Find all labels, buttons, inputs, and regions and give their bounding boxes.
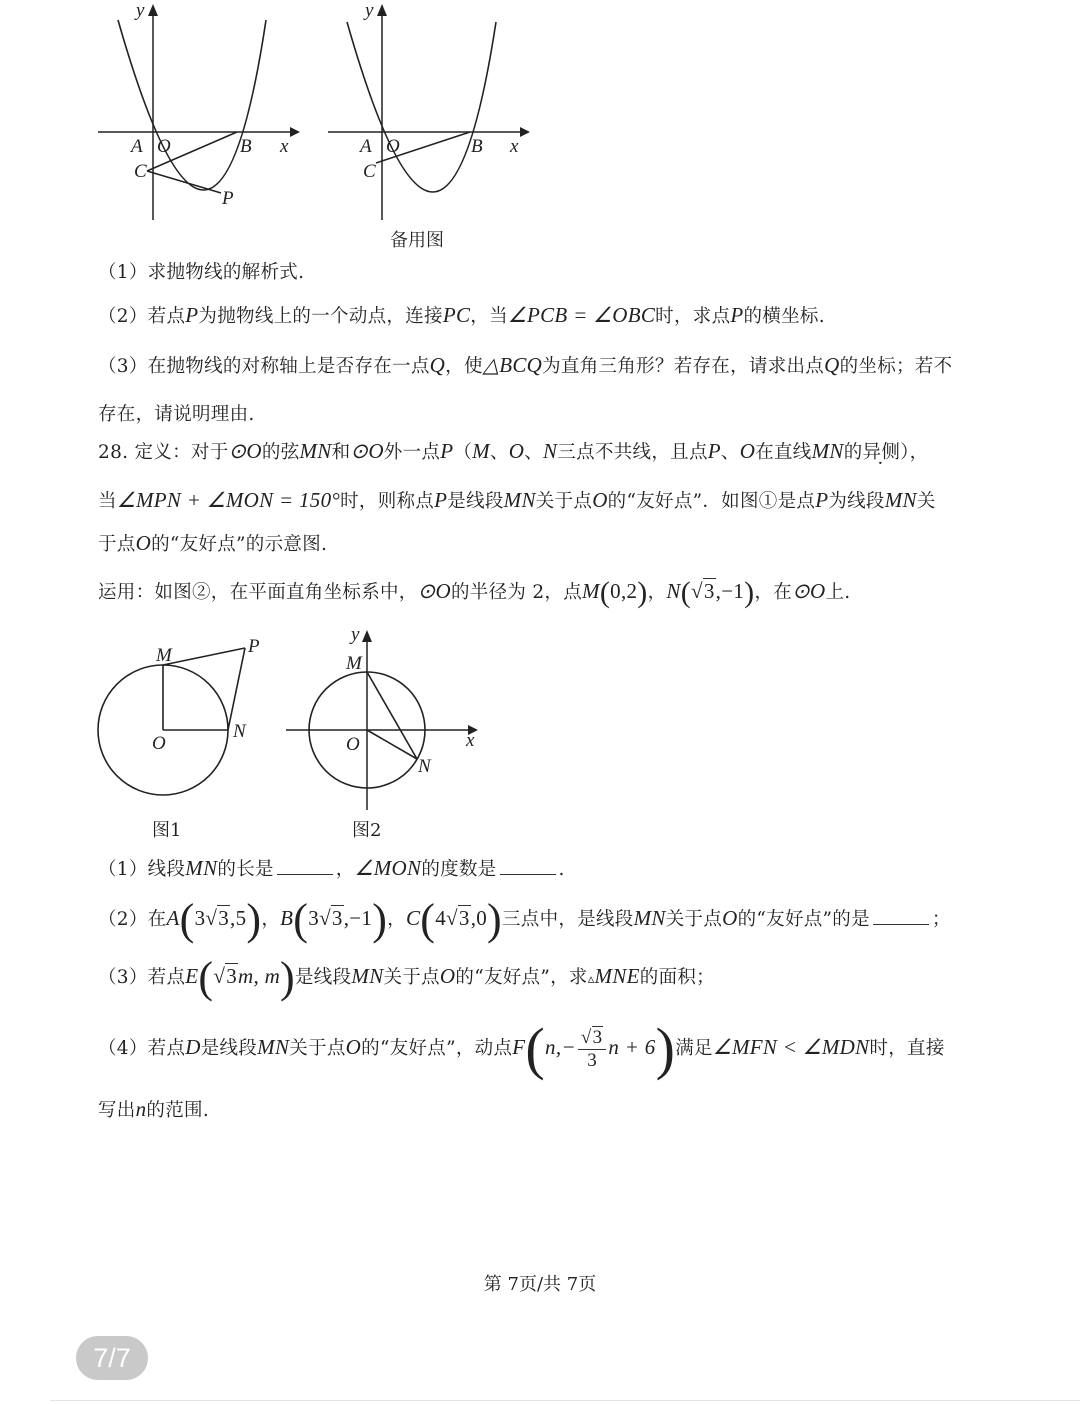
y-axis-label: y (136, 0, 145, 21)
point-n-label: N (233, 721, 246, 742)
page-indicator-badge[interactable]: 7/7 (76, 1336, 148, 1380)
point-c-label: C (363, 161, 376, 182)
parabola-figure-2 (320, 0, 540, 256)
q28-part3: （3）若点E(√3m, m)是线段MN关于点O的“友好点”，求▵MNE的面积； (98, 953, 715, 1002)
point-o-label: O (346, 734, 360, 755)
q28-definition-line3: 于点O的“友好点”的示意图. (98, 531, 328, 555)
point-n-label: N (418, 756, 431, 777)
q28-definition-line2: 当∠MPN + ∠MON = 150°时，则称点P是线段MN关于点O的“友好点”．如图①是点P为线段MN关 (98, 488, 936, 512)
point-m-label: M (156, 645, 172, 666)
y-axis-label: y (351, 624, 360, 645)
q27-part3: （3）在抛物线的对称轴上是否存在一点Q，使△BCQ为直角三角形？若存在，请求出点Q的坐标；若不 (98, 353, 953, 377)
x-axis-label: x (280, 136, 289, 157)
point-a-label: A (360, 136, 372, 157)
emphasis-different-side: 异侧 (862, 442, 901, 463)
q27-part3-cont: 存在，请说明理由. (98, 404, 255, 425)
point-o-label: O (157, 136, 171, 157)
point-o-label: O (152, 733, 166, 754)
point-p-label: P (248, 636, 260, 657)
friendly-point-figure-1 (90, 632, 270, 842)
y-axis-label: y (365, 0, 374, 21)
figure-caption: 备用图 (390, 230, 444, 251)
q27-part2: （2）若点P为抛物线上的一个动点，连接PC，当∠PCB = ∠OBC时，求点P的横坐标. (98, 303, 825, 327)
point-b-label: B (240, 136, 252, 157)
q27-part1: （1）求抛物线的解析式. (98, 262, 305, 283)
figure-1-caption: 图1 (152, 820, 182, 841)
point-o-label: O (386, 136, 400, 157)
fraction-sqrt3-over-3: $\frac{√3}{3}$ (578, 1027, 607, 1072)
point-p-label: P (222, 188, 234, 209)
q28-part4-cont: 写出n的范围. (98, 1097, 210, 1121)
q28-part4: （4）若点D是线段MN关于点O的“友好点”，动点F(n,− $\frac{√3}{3}$ n + 6)满足∠MFN < ∠MDN时，直接 (98, 1016, 945, 1081)
page-footer: 第 7页/共 7页 (483, 1274, 597, 1295)
x-axis-label: x (510, 136, 519, 157)
divider (50, 1400, 1080, 1401)
point-c-label: C (134, 161, 147, 182)
q28-definition-line1: 28. 定义：对于⊙O的弦MN和⊙O外一点P（M、O、N三点不共线，且点P、O在直线MN的异侧）， (98, 439, 929, 463)
q28-part2: （2）在A(3√3,5)，B(3√3,−1)，C(4√3,0)三点中，是线段MN关于点O的“友好点”的是 ； (98, 895, 951, 944)
friendly-point-figure-2 (280, 620, 490, 842)
point-a-label: A (131, 136, 143, 157)
answer-blank[interactable] (873, 906, 929, 925)
answer-blank[interactable] (500, 856, 556, 875)
q28-application: 运用：如图②，在平面直角坐标系中，⊙O的半径为 2，点M(0,2)，N(√3,−1)，在⊙O上. (98, 576, 851, 609)
figure-2-caption: 图2 (352, 820, 382, 841)
point-b-label: B (471, 136, 483, 157)
parabola-figure-1 (90, 0, 310, 232)
answer-blank[interactable] (277, 856, 333, 875)
q28-part1: （1）线段MN的长是 ，∠MON的度数是 . (98, 856, 565, 880)
point-m-label: M (346, 653, 362, 674)
x-axis-label: x (466, 730, 475, 751)
